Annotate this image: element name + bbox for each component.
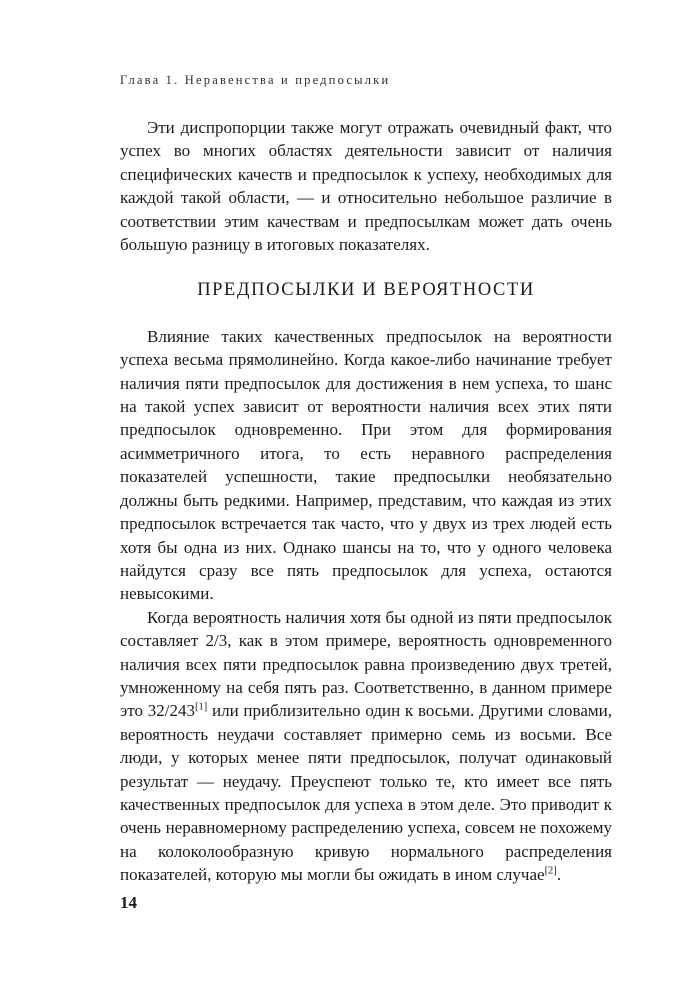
paragraph-3	[120, 606, 612, 887]
footnote-ref-1: [1]	[194, 701, 208, 713]
footnote-ref-2: [2]	[544, 865, 557, 877]
section-heading: ПРЕДПОСЫЛКИ И ВЕРОЯТНОСТИ	[197, 280, 535, 301]
paragraph-3-text: .	[556, 865, 562, 885]
paragraph-3-text: Когда вероятность наличия хотя бы одной из пяти предпосылок составляет 2/3, как в этом примере, вероятность одновременного наличия всех пяти предпосылок равна произведению двух третей, умноженному на себя пять раз. Соответственно, в данном примере это 32/243	[120, 607, 612, 721]
running-head: Глава 1. Неравенства и предпосылки	[120, 73, 391, 87]
paragraph-1: Эти диспропорции также могут отражать очевидный факт, что успех во многих областях деятельности зависит от наличия специфических качеств и предпосылок к успеху, необходимых для каждой такой области, — и относительно небольшое различие в соответствии этим качествам и предпосылкам может дать очень большую разницу в итоговых показателях.	[120, 118, 612, 255]
page-number: 14	[120, 893, 137, 912]
body-text	[120, 116, 612, 887]
paragraph-3-text: или приблизительно один к восьми. Другими словами, вероятность неудачи составляет примерно семь из восьми. Все люди, у которых менее пяти предпосылок, получат одинаковый результат — неудачу. Преуспеют только те, кто имеет все пять качественных предпосылок для успеха в этом деле. Это приводит к очень неравномерному распределению успеха, совсем не похожему на колоколообразную кривую нормального распределения показателей, которую мы могли бы ожидать в ином случае	[120, 701, 612, 885]
paragraph-2: Влияние таких качественных предпосылок на вероятности успеха весьма прямолинейно. Когда какое-либо начинание требует наличия пяти предпосылок для достижения в нем успеха, то шанс на такой успех зависит от вероятности наличия всех этих пяти предпосылок одновременно. При этом для формирования асимметричного итога, то есть неравного распределения показателей успешности, такие предпосылки необязательно должны быть редкими. Например, представим, что каждая из этих предпосылок встречается так часто, что у двух из трех людей есть хотя бы одна из них. Однако шансы на то, что у одного человека найдутся сразу все пять предпосылок для успеха, остаются невысокими.	[120, 326, 612, 604]
